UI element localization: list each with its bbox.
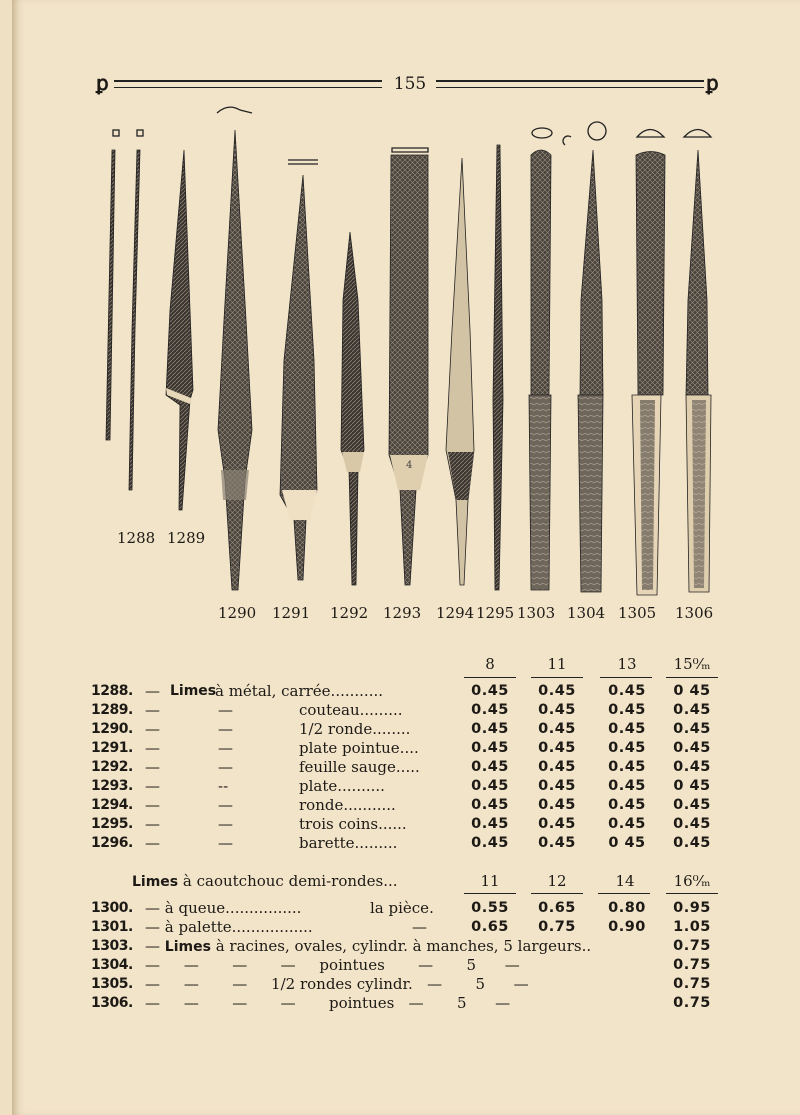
item-description: — — — 1/2 rondes cylindr. — 5 —	[145, 975, 529, 993]
table-row	[0, 720, 800, 739]
item-number: 1288.	[91, 683, 133, 699]
price-cell: 0.80	[608, 900, 646, 916]
item-number: 1292.	[91, 759, 133, 775]
col-underline	[666, 893, 718, 894]
price-cell: 0.45	[471, 683, 509, 699]
fig-label-1305: 1305	[618, 604, 657, 622]
table-row	[0, 994, 800, 1013]
price-cell: 0.65	[538, 900, 576, 916]
item-description: trois coins......	[299, 815, 407, 833]
price-cell: 0.45	[538, 816, 576, 832]
row-dash: —	[145, 739, 160, 757]
svg-text:4: 4	[406, 460, 413, 471]
ornament-left: ꝑ	[96, 71, 109, 95]
item-description: — à queue................	[145, 899, 302, 917]
row-dash: —	[145, 701, 160, 719]
fig-label-1291: 1291	[272, 604, 311, 622]
col-size-11: 11	[480, 872, 500, 890]
price-cell: 0.45	[471, 740, 509, 756]
col-underline	[464, 677, 516, 678]
table-row	[0, 758, 800, 777]
item-description: couteau.........	[299, 701, 403, 719]
price-cell: 0.45	[608, 702, 646, 718]
item-description: barette.........	[299, 834, 398, 852]
item-description: feuille sauge.....	[299, 758, 420, 776]
price-cell: 0.55	[471, 900, 509, 916]
item-number: 1306.	[91, 995, 133, 1011]
price-cell: 0.45	[538, 759, 576, 775]
table-row	[0, 796, 800, 815]
item-description: ronde...........	[299, 796, 396, 814]
ornament-right: ꝑ	[706, 71, 719, 95]
price-cell: 0.45	[673, 816, 711, 832]
item-description: plate pointue....	[299, 739, 419, 757]
price-cell: 0.45	[608, 797, 646, 813]
price-cell: 0 45	[673, 778, 711, 794]
fig-label-1295: 1295	[476, 604, 515, 622]
table-row	[0, 918, 800, 937]
item-number: 1304.	[91, 957, 133, 973]
item-number: 1303.	[91, 938, 133, 954]
item-description: 1/2 ronde........	[299, 720, 411, 738]
item-description: — — — — pointues — 5 —	[145, 994, 511, 1012]
fig-label-1294: 1294	[436, 604, 475, 622]
price-cell: 0.45	[673, 721, 711, 737]
item-number: 1301.	[91, 919, 133, 935]
item-description: — à palette.................	[145, 918, 313, 936]
fig-label-1306: 1306	[675, 604, 714, 622]
fig-label-1292: 1292	[330, 604, 369, 622]
price-cell: 0.45	[673, 702, 711, 718]
col-size-11: 11	[547, 655, 567, 673]
row-dash: —	[145, 758, 160, 776]
price-cell: 0.45	[538, 740, 576, 756]
item-number: 1291.	[91, 740, 133, 756]
page-number: 155	[393, 74, 427, 94]
fig-label-1293: 1293	[383, 604, 422, 622]
table-row	[0, 975, 800, 994]
col-size-12: 12	[547, 872, 567, 890]
table-row	[0, 937, 800, 956]
col-underline	[598, 893, 650, 894]
price-cell: 0.45	[673, 759, 711, 775]
fig-label-1289: 1289	[167, 529, 206, 547]
ditto-dash: —	[218, 758, 233, 776]
price-cell: 0.75	[673, 995, 711, 1011]
item-unit: la pièce.	[370, 899, 434, 917]
fig-label-1304: 1304	[567, 604, 606, 622]
col-underline	[531, 893, 583, 894]
row-dash: —	[145, 682, 160, 700]
item-number: 1305.	[91, 976, 133, 992]
price-cell: 0.45	[538, 797, 576, 813]
price-cell: 0.45	[538, 702, 576, 718]
col-size-15: 15⁰⁄ₘ	[673, 655, 711, 673]
price-cell: 0.65	[471, 919, 509, 935]
price-cell: 0 45	[673, 683, 711, 699]
price-cell: 0.45	[471, 702, 509, 718]
item-description: — Limes à racines, ovales, cylindr. à manches, 5 largeurs..	[145, 937, 592, 955]
table-row	[0, 777, 800, 796]
ditto-dash: —	[218, 720, 233, 738]
item-unit: —	[412, 918, 427, 936]
item-label-bold: Limes	[170, 683, 217, 699]
col-size-16: 16⁰⁄ₘ	[673, 872, 711, 890]
item-description: plate..........	[299, 777, 385, 795]
price-cell: 0.90	[608, 919, 646, 935]
item-number: 1293.	[91, 778, 133, 794]
price-cell: 0.45	[608, 759, 646, 775]
ditto-dash: --	[218, 777, 229, 795]
price-cell: 0.45	[538, 835, 576, 851]
ditto-dash: —	[218, 796, 233, 814]
table-row	[0, 815, 800, 834]
price-cell: 0.45	[608, 778, 646, 794]
price-cell: 0.45	[471, 797, 509, 813]
item-number: 1294.	[91, 797, 133, 813]
ditto-dash: —	[218, 739, 233, 757]
price-cell: 0.45	[471, 759, 509, 775]
price-cell: 0.45	[471, 778, 509, 794]
ditto-dash: —	[218, 815, 233, 833]
row-dash: —	[145, 834, 160, 852]
item-number: 1289.	[91, 702, 133, 718]
item-number: 1295.	[91, 816, 133, 832]
price-cell: 0.45	[538, 721, 576, 737]
col-size-8: 8	[485, 655, 495, 673]
col-underline	[531, 677, 583, 678]
price-cell: 0.45	[538, 683, 576, 699]
price-cell: 0.45	[471, 721, 509, 737]
price-cell: 1.05	[673, 919, 711, 935]
price-cell: 0.45	[538, 778, 576, 794]
price-cell: 0 45	[608, 835, 646, 851]
table2-title: Limes à caoutchouc demi-rondes...	[132, 872, 398, 890]
price-cell: 0.75	[673, 957, 711, 973]
item-number: 1290.	[91, 721, 133, 737]
price-cell: 0.95	[673, 900, 711, 916]
row-dash: —	[145, 777, 160, 795]
col-underline	[666, 677, 718, 678]
col-size-14: 14	[615, 872, 635, 890]
col-underline	[464, 893, 516, 894]
row-dash: —	[145, 720, 160, 738]
table-row	[0, 682, 800, 701]
item-description: à métal, carrée...........	[215, 682, 384, 700]
price-cell: 0.45	[608, 740, 646, 756]
price-cell: 0.45	[471, 816, 509, 832]
price-cell: 0.45	[673, 797, 711, 813]
price-cell: 0.45	[608, 683, 646, 699]
price-cell: 0.45	[471, 835, 509, 851]
price-cell: 0.45	[673, 835, 711, 851]
item-number: 1300.	[91, 900, 133, 916]
price-cell: 0.75	[673, 938, 711, 954]
price-cell: 0.75	[538, 919, 576, 935]
row-dash: —	[145, 815, 160, 833]
price-cell: 0.45	[673, 740, 711, 756]
fig-label-1303: 1303	[517, 604, 556, 622]
ditto-dash: —	[218, 834, 233, 852]
ditto-dash: —	[218, 701, 233, 719]
table-row	[0, 701, 800, 720]
col-underline	[600, 677, 652, 678]
col-size-13: 13	[617, 655, 637, 673]
table-row	[0, 739, 800, 758]
table-row	[0, 899, 800, 918]
fig-label-1288: 1288	[117, 529, 156, 547]
item-number: 1296.	[91, 835, 133, 851]
table-row	[0, 834, 800, 853]
price-cell: 0.45	[608, 721, 646, 737]
table-row	[0, 956, 800, 975]
row-dash: —	[145, 796, 160, 814]
item-description: — — — — pointues — 5 —	[145, 956, 520, 974]
fig-label-1290: 1290	[218, 604, 257, 622]
price-cell: 0.75	[673, 976, 711, 992]
price-cell: 0.45	[608, 816, 646, 832]
